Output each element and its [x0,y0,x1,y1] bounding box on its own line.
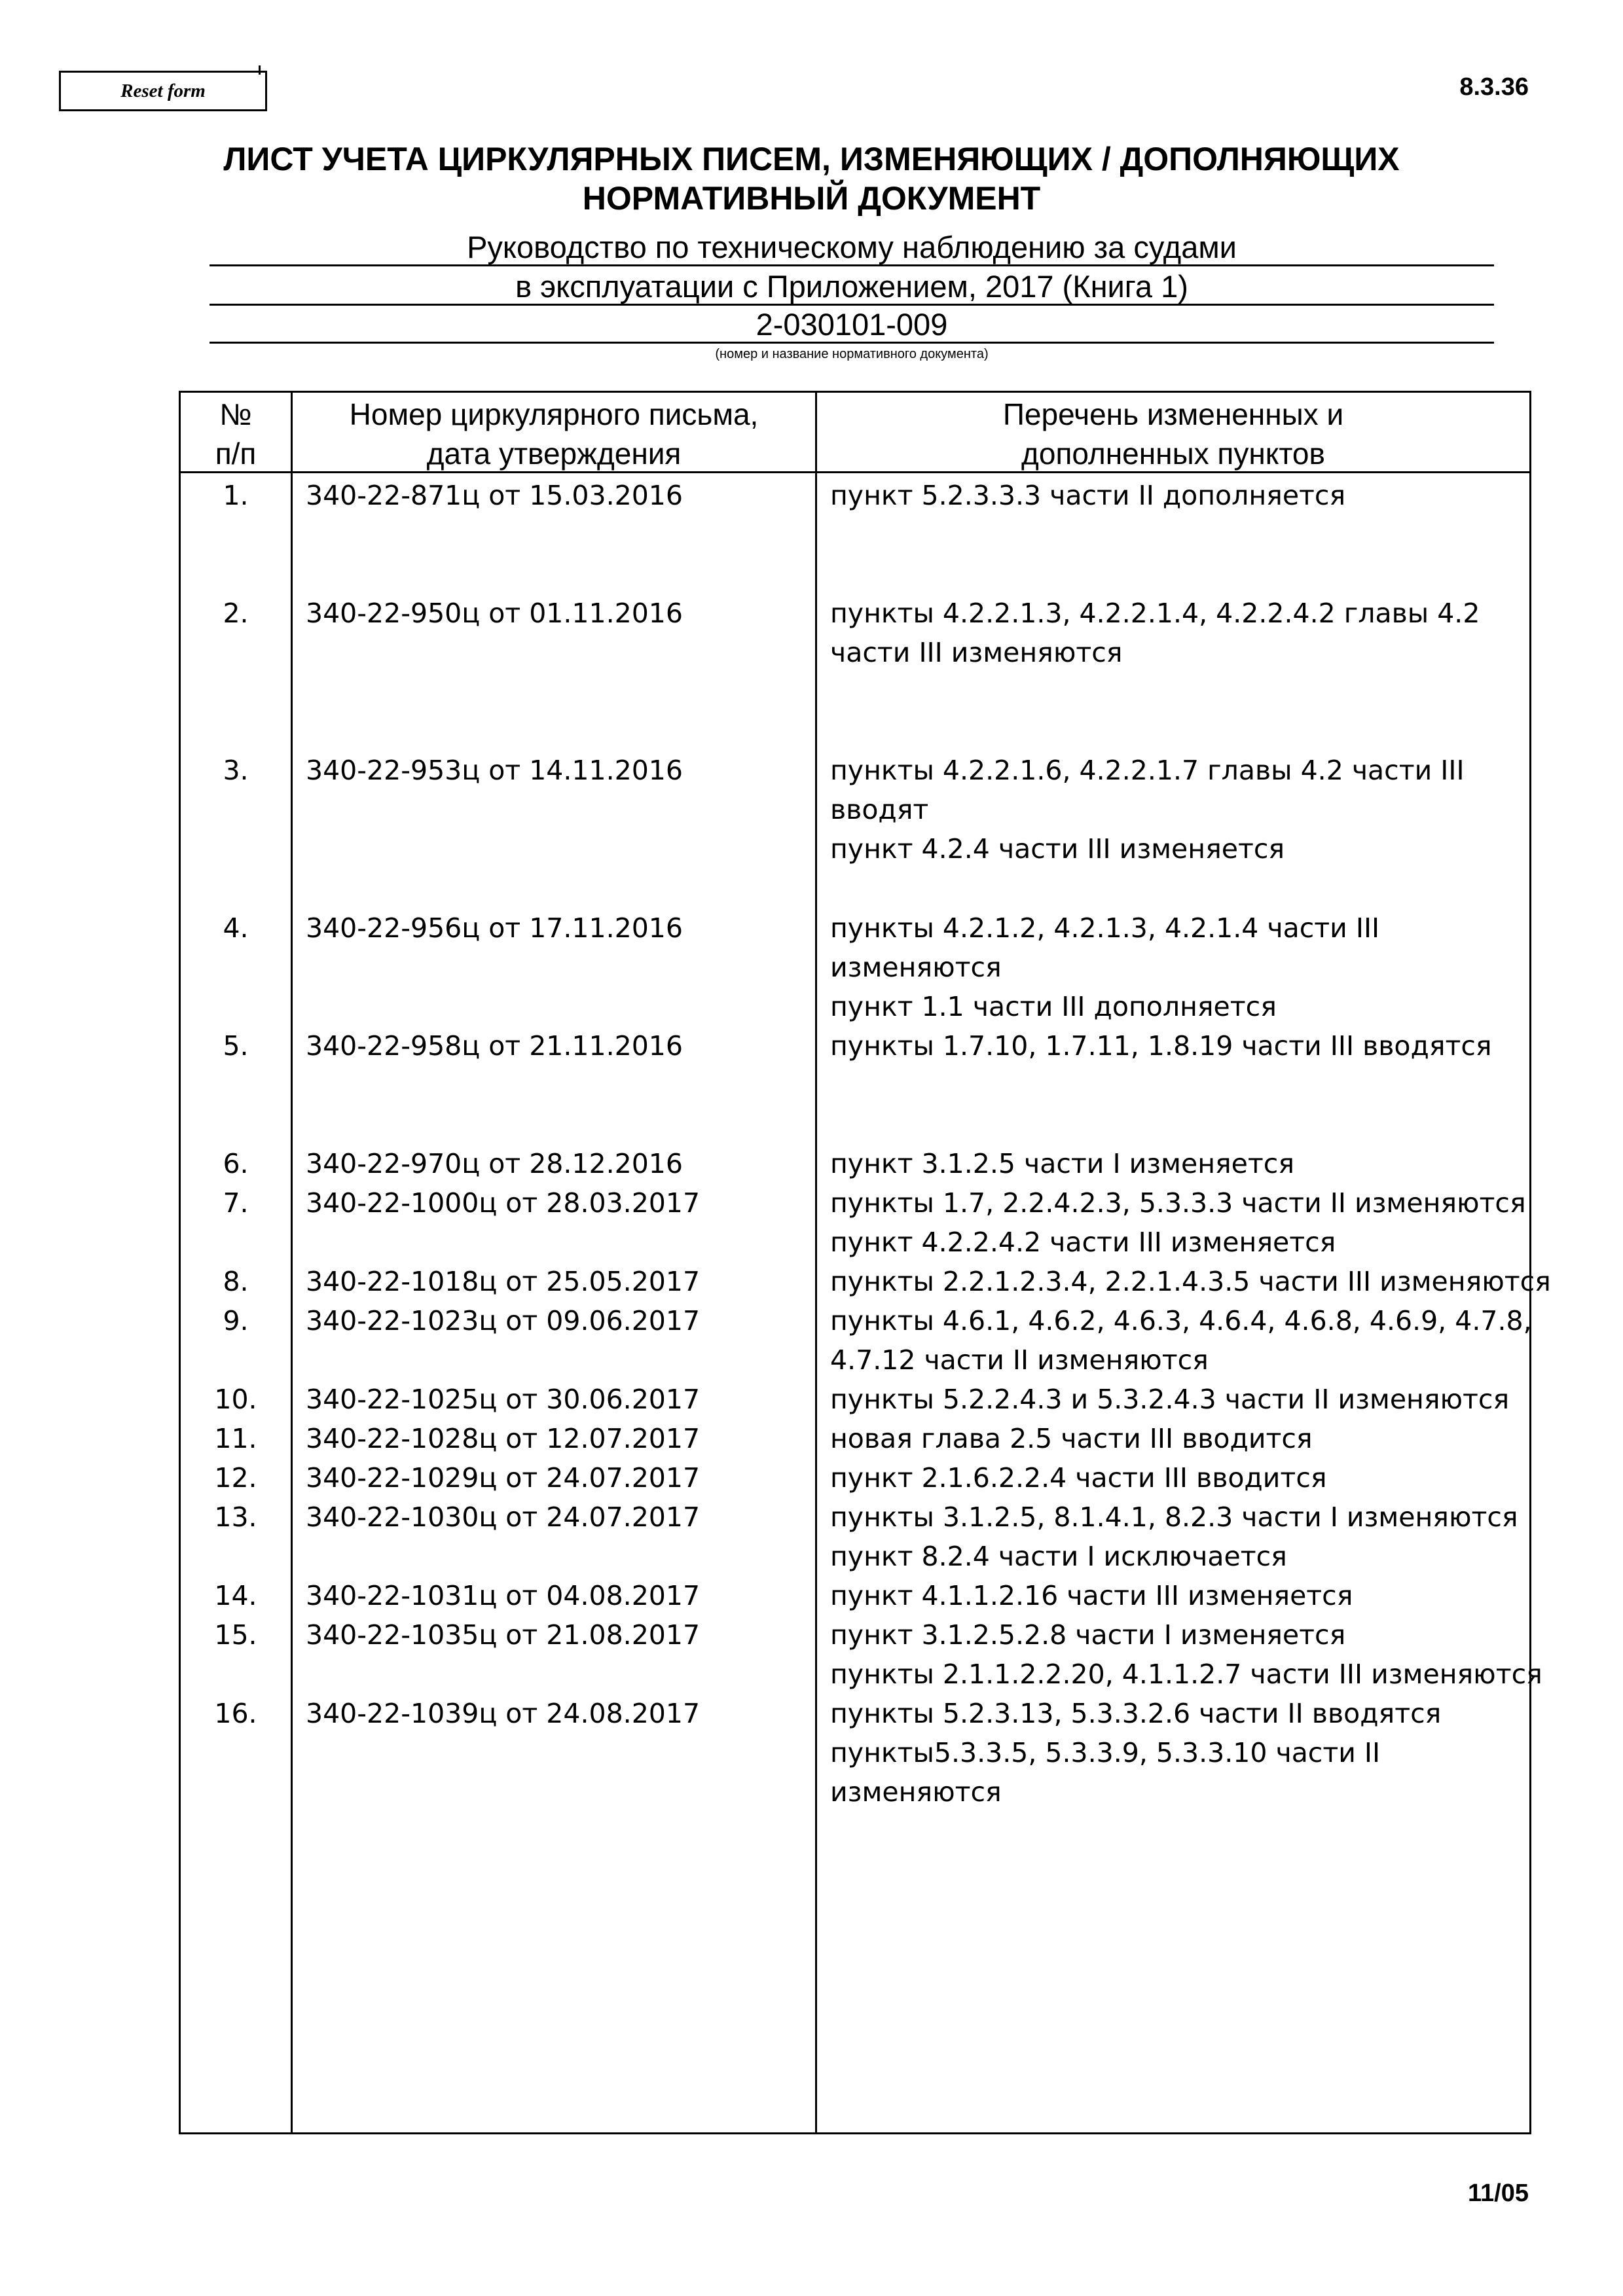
document-caption: (номер и название нормативного документа) [715,347,989,361]
row-letter: 340-22-1031ц от 04.08.2017 [306,1580,701,1611]
row-item-line: пункт 5.2.3.3.3 части II дополняется [830,480,1346,511]
row-number: 6. [223,1148,249,1179]
row-number: 13. [214,1501,257,1533]
row-item-line: пункты 5.2.3.13, 5.3.3.2.6 части II вводятся [830,1698,1442,1729]
row-number: 1. [223,480,249,511]
document-number: 2-030101-009 [756,307,948,342]
row-item-line: вводят [830,794,929,825]
header-letter [293,395,815,473]
row-item-line: пункт 8.2.4 части I исключается [830,1541,1287,1572]
reset-form-button[interactable]: Reset form [59,71,267,111]
row-item-line: пункт 3.1.2.5 части I изменяется [830,1148,1294,1179]
row-items [830,1458,1524,1498]
row-letter: 340-22-1025ц от 30.06.2017 [306,1384,701,1415]
row-items [830,1144,1524,1183]
row-number: 12. [214,1462,257,1494]
row-item-line: пункты 1.7, 2.2.4.2.3, 5.3.3.3 части II изменяются [830,1187,1526,1219]
row-letter: 340-22-970ц от 28.12.2016 [306,1148,683,1179]
row-number: 4. [223,912,249,944]
row-items [830,476,1524,515]
header-number [181,395,291,473]
row-items [830,1262,1551,1301]
row-item-line: пункты 4.2.1.2, 4.2.1.3, 4.2.1.4 части III [830,912,1380,944]
header-letter-line-2: дата утверждения [426,437,682,471]
row-items [830,1380,1524,1419]
row-number: 5. [223,1030,249,1062]
row-item-line: пункты 5.2.2.4.3 и 5.3.2.4.3 части II изменяются [830,1384,1510,1415]
row-number: 16. [214,1698,257,1729]
row-item-line: пункты 4.2.2.1.6, 4.2.2.1.7 главы 4.2 части III [830,755,1465,786]
row-letter: 340-22-1030ц от 24.07.2017 [306,1501,701,1533]
row-number: 3. [223,755,249,786]
row-items [830,1026,1524,1066]
document-name-line-2: в эксплуатации с Приложением, 2017 (Книга 1) [515,269,1188,304]
page-title-line-1: ЛИСТ УЧЕТА ЦИРКУЛЯРНЫХ ПИСЕМ, ИЗМЕНЯЮЩИХ / ДОПОЛНЯЮЩИХ [223,141,1400,177]
row-items [830,1183,1524,1262]
row-item-line: пункт 4.2.2.4.2 части III изменяется [830,1227,1336,1258]
row-letter: 340-22-950ц от 01.11.2016 [306,598,683,629]
row-item-line: 4.7.12 части II изменяются [830,1344,1209,1376]
row-items [830,1419,1524,1458]
row-number: 15. [214,1619,257,1651]
row-number: 9. [223,1305,249,1336]
row-item-line: пункты 3.1.2.5, 8.1.4.1, 8.2.3 части I изменяются [830,1501,1518,1533]
row-item-line: пункт 3.1.2.5.2.8 части I изменяется [830,1619,1346,1651]
header-letter-line-1: Номер циркулярного письма, [349,397,759,431]
row-item-line: пункты 2.1.1.2.2.20, 4.1.1.2.7 части III изменяются [830,1659,1542,1690]
row-items [830,1694,1524,1812]
page-title-line-2: НОРМАТИВНЫЙ ДОКУМЕНТ [582,180,1041,217]
header-items [817,395,1529,473]
row-letter: 340-22-1039ц от 24.08.2017 [306,1698,701,1729]
row-item-line: части III изменяются [830,637,1123,668]
row-letter: 340-22-871ц от 15.03.2016 [306,480,683,511]
row-item-line: пункты 4.2.2.1.3, 4.2.2.1.4, 4.2.2.4.2 главы 4.2 [830,598,1480,629]
row-letter: 340-22-1023ц от 09.06.2017 [306,1305,701,1336]
underline-1 [210,264,1494,266]
row-letter: 340-22-958ц от 21.11.2016 [306,1030,683,1062]
row-letter: 340-22-1029ц от 24.07.2017 [306,1462,701,1494]
row-letter: 340-22-1028ц от 12.07.2017 [306,1423,701,1454]
row-number: 14. [214,1580,257,1611]
row-letter: 340-22-953ц от 14.11.2016 [306,755,683,786]
row-letter: 340-22-1000ц от 28.03.2017 [306,1187,701,1219]
row-items [830,908,1524,1026]
row-item-line: пункт 4.2.4 части III изменяется [830,833,1285,865]
row-item-line: пункты5.3.3.5, 5.3.3.9, 5.3.3.10 части II [830,1737,1381,1768]
row-number: 2. [223,598,249,629]
header-number-line-1: № [219,397,252,431]
header-number-line-2: п/п [215,437,257,471]
row-item-line: изменяются [830,1776,1002,1808]
page-number: 11/05 [1468,2179,1529,2207]
header-items-line-1: Перечень измененных и [1002,397,1344,431]
row-items [830,1615,1542,1694]
row-item-line: пункты 1.7.10, 1.7.11, 1.8.19 части III вводятся [830,1030,1492,1062]
row-item-line: пункт 4.1.1.2.16 части III изменяется [830,1580,1353,1611]
row-item-line: изменяются [830,952,1002,983]
row-items [830,1301,1532,1380]
header-items-line-2: дополненных пунктов [1021,437,1325,471]
column-divider-1 [291,391,293,2134]
row-letter: 340-22-1035ц от 21.08.2017 [306,1619,701,1651]
row-number: 11. [214,1423,257,1454]
reset-tick-mark [259,65,261,75]
column-divider-2 [815,391,817,2134]
row-number: 8. [223,1266,249,1297]
row-number: 7. [223,1187,249,1219]
document-name-line-1: Руководство по техническому наблюдению за судами [467,230,1237,264]
form-code: 8.3.36 [1459,73,1529,101]
row-items [830,1576,1524,1615]
row-items [830,751,1524,869]
row-letter: 340-22-1018ц от 25.05.2017 [306,1266,701,1297]
row-item-line: пункты 4.6.1, 4.6.2, 4.6.3, 4.6.4, 4.6.8, 4.6.9, 4.7.8, [830,1305,1532,1336]
row-item-line: новая глава 2.5 части III вводится [830,1423,1313,1454]
row-item-line: пункты 2.2.1.2.3.4, 2.2.1.4.3.5 части III изменяются [830,1266,1551,1297]
underline-3 [210,342,1494,344]
row-items [830,1498,1524,1576]
row-letter: 340-22-956ц от 17.11.2016 [306,912,683,944]
row-items [830,594,1524,672]
underline-2 [210,304,1494,306]
row-item-line: пункт 2.1.6.2.2.4 части III вводится [830,1462,1327,1494]
row-item-line: пункт 1.1 части III дополняется [830,991,1277,1022]
row-number: 10. [214,1384,257,1415]
